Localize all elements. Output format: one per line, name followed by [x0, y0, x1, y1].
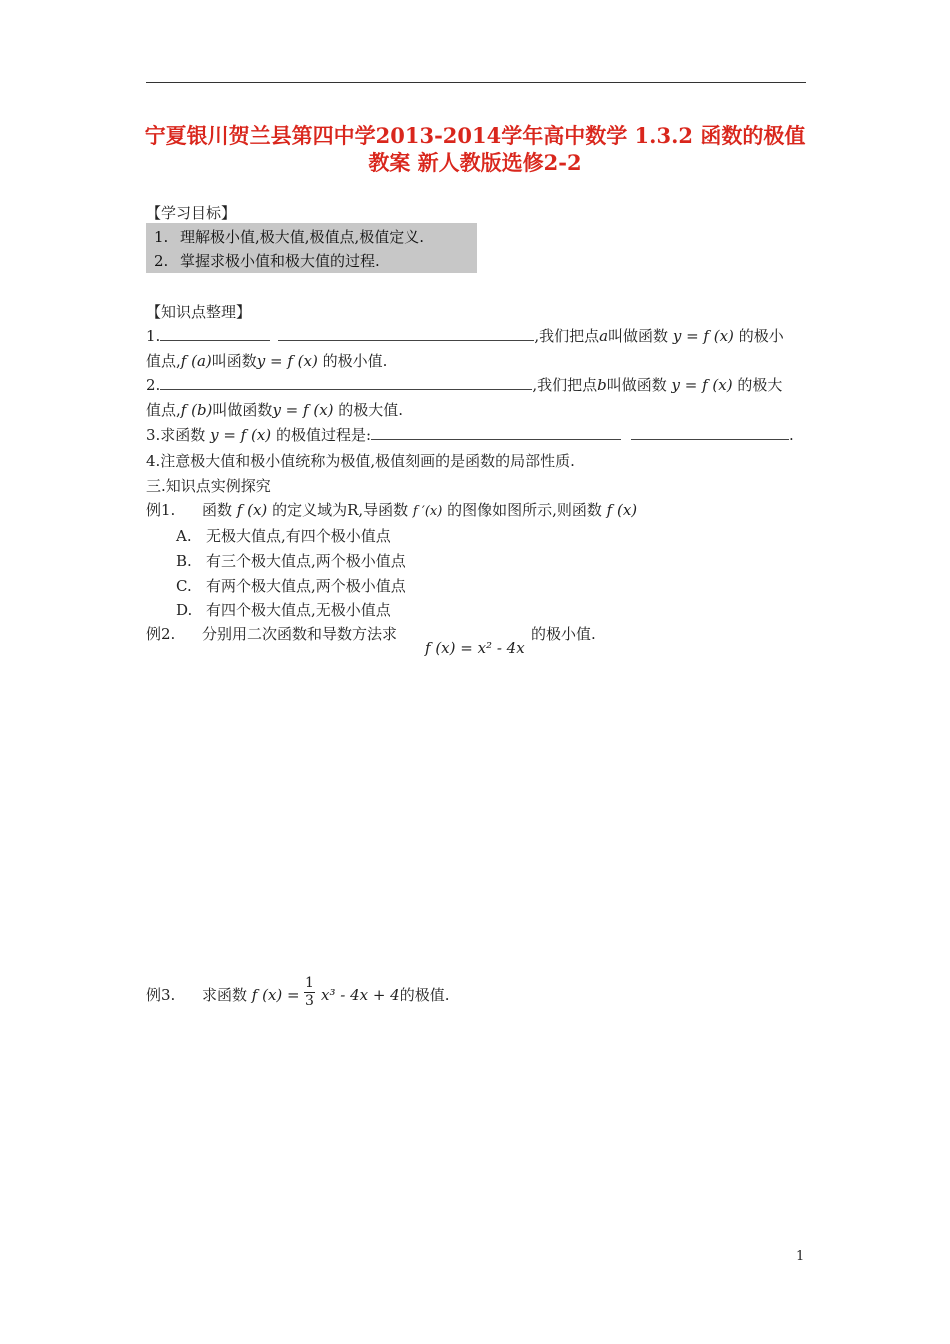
- knowledge-item-2-line-2: [146, 400, 403, 420]
- item-text: 的极小: [738, 327, 784, 345]
- option-text: 有两个极大值点,两个极小值点: [206, 577, 406, 595]
- option-label: B.: [176, 552, 192, 570]
- item-text: ,我们把点: [532, 376, 598, 394]
- example-2: [146, 624, 397, 644]
- math-formula: y = f (x): [210, 426, 272, 444]
- item-text: 3.求函数: [146, 426, 206, 444]
- item-text: ,我们把点: [534, 327, 600, 345]
- goals-heading: 【学习目标】: [146, 204, 237, 222]
- example-text: 的图像如图所示,则函数: [447, 501, 602, 519]
- fraction-numerator: 1: [305, 975, 314, 991]
- item-number: 1.: [146, 327, 161, 345]
- example-3: [146, 985, 300, 1005]
- item-text: 值点,: [146, 401, 181, 419]
- math-formula: f (x) =: [251, 986, 300, 1004]
- fraction: [304, 975, 315, 1010]
- knowledge-heading: 【知识点整理】: [146, 303, 252, 321]
- example-2-formula: [425, 638, 525, 658]
- math-formula: f (x): [236, 501, 268, 519]
- math-formula: y = f (x): [256, 352, 318, 370]
- math-formula: f ′(x): [412, 504, 443, 519]
- option-d[interactable]: [176, 600, 391, 620]
- example-text: 的定义域为R,导函数: [272, 501, 409, 519]
- example-label: 例3.: [146, 986, 176, 1004]
- math-formula: f (x) = x² - 4x: [425, 639, 525, 657]
- knowledge-item-2-line-1: [146, 375, 782, 395]
- math-formula: f (x): [606, 501, 638, 519]
- fill-blank[interactable]: [160, 326, 270, 341]
- option-text: 有三个极大值点,两个极小值点: [206, 552, 406, 570]
- item-text: 的极大: [737, 376, 783, 394]
- example-text: 分别用二次函数和导数方法求: [202, 625, 398, 643]
- goals-box: [146, 223, 477, 273]
- document-title: 宁夏银川贺兰县第四中学2013-2014学年高中数学 1.3.2 函数的极值教案 新人教版选修2-2: [144, 123, 806, 175]
- item-text: 叫做函数: [608, 327, 669, 345]
- knowledge-item-4: 4.注意极大值和极小值统称为极值,极值刻画的是函数的局部性质.: [146, 452, 575, 470]
- page-number: 1: [796, 1249, 805, 1264]
- item-text: .: [789, 426, 794, 444]
- goal-item-2: [154, 251, 380, 271]
- knowledge-item-1-line-1: [146, 326, 784, 346]
- item-text: 叫做函数: [606, 376, 667, 394]
- option-a[interactable]: [176, 526, 391, 546]
- math-var: b: [597, 376, 607, 394]
- fraction-denominator: 3: [305, 993, 314, 1009]
- example-text: 函数: [202, 501, 233, 519]
- item-text: 的极小值.: [322, 352, 388, 370]
- example-2-suffix: 的极小值.: [531, 625, 596, 643]
- item-number: 2.: [146, 376, 161, 394]
- item-text: 的极大值.: [338, 401, 404, 419]
- option-label: D.: [176, 601, 193, 619]
- math-formula: y = f (x): [672, 327, 734, 345]
- item-text: 叫函数: [211, 352, 257, 370]
- knowledge-item-1-line-2: [146, 351, 387, 371]
- example-3-fraction: [304, 975, 315, 1010]
- math-formula: y = f (x): [671, 376, 733, 394]
- fill-blank[interactable]: [631, 425, 789, 440]
- math-formula: y = f (x): [272, 401, 334, 419]
- item-text: 的极值过程是:: [275, 426, 371, 444]
- example-text: 求函数: [202, 986, 248, 1004]
- option-label: C.: [176, 577, 192, 595]
- example-label: 例1.: [146, 501, 176, 519]
- goal-text: 掌握求极小值和极大值的过程.: [180, 252, 380, 270]
- goal-number: 2.: [154, 252, 169, 270]
- math-formula: f (b): [180, 401, 213, 419]
- example-text: 的极值.: [399, 986, 450, 1004]
- fill-blank[interactable]: [371, 425, 621, 440]
- fill-blank[interactable]: [278, 326, 534, 341]
- item-text: 叫做函数: [212, 401, 273, 419]
- section-3-heading: 三.知识点实例探究: [146, 477, 271, 495]
- item-text: 值点,: [146, 352, 181, 370]
- goal-number: 1.: [154, 228, 169, 246]
- option-c[interactable]: [176, 576, 406, 596]
- option-label: A.: [176, 527, 192, 545]
- knowledge-item-3: [146, 425, 794, 445]
- goal-item-1: [154, 227, 424, 247]
- example-label: 例2.: [146, 625, 176, 643]
- option-text: 无极大值点,有四个极小值点: [206, 527, 391, 545]
- math-formula: f (a): [180, 352, 212, 370]
- option-b[interactable]: [176, 551, 406, 571]
- header-rule: [146, 82, 806, 83]
- example-3-rest: [321, 985, 450, 1005]
- example-1: [146, 500, 637, 522]
- math-formula: x³ - 4x + 4: [321, 986, 400, 1004]
- goal-text: 理解极小值,极大值,极值点,极值定义.: [180, 228, 425, 246]
- option-text: 有四个极大值点,无极小值点: [206, 601, 391, 619]
- fill-blank[interactable]: [160, 375, 532, 390]
- math-var: a: [599, 327, 609, 345]
